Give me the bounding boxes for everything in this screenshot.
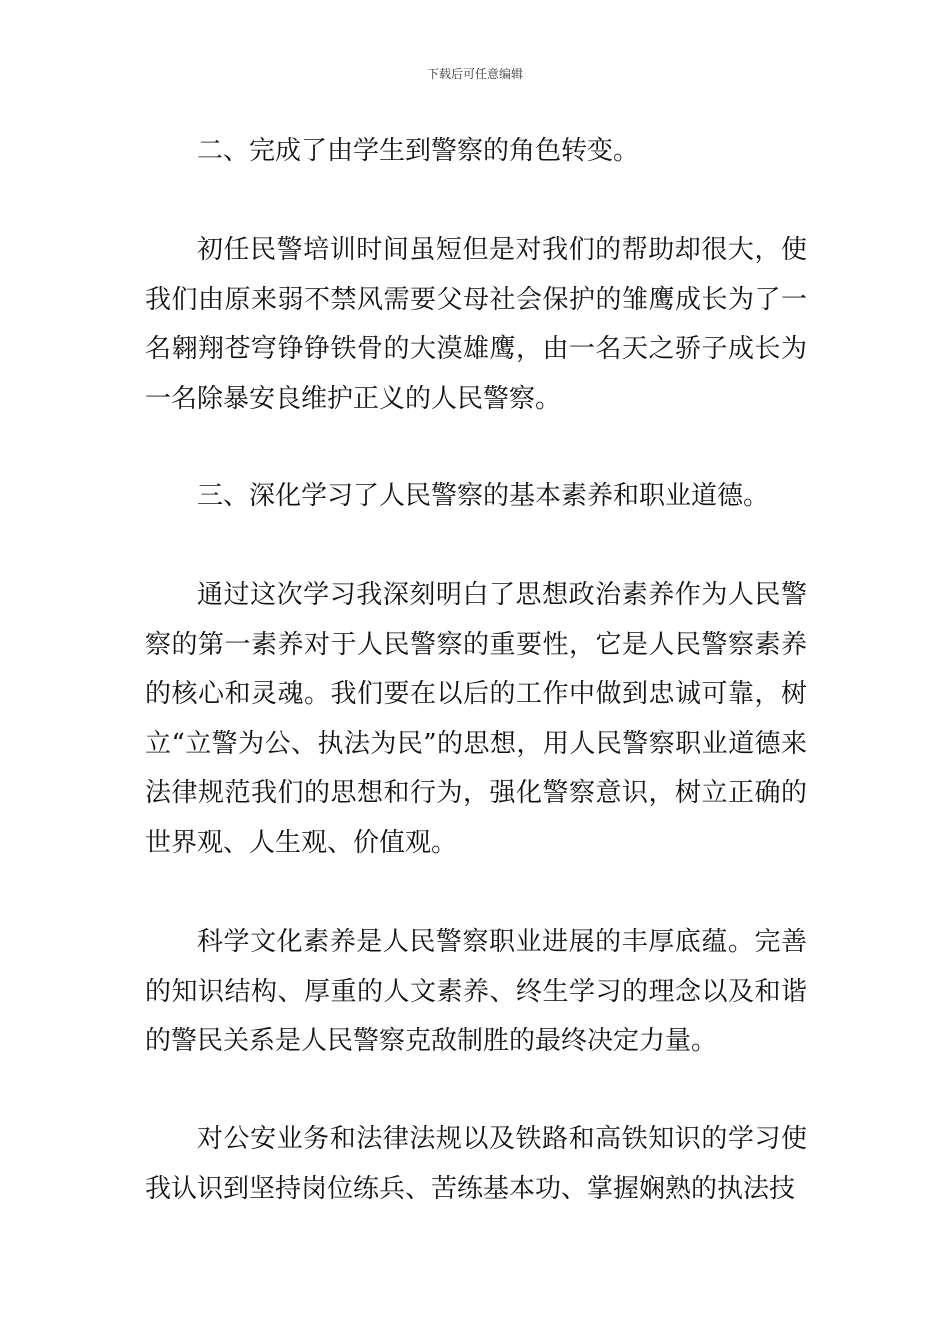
paragraph: 科学文化素养是人民警察职业进展的丰厚底蕴。完善的知识结构、厚重的人文素养、终生学习的理念以及和谐的警民关系是人民警察克敌制胜的最终决定力量。 (145, 927, 807, 1056)
paragraph: 初任民警培训时间虽短但是对我们的帮助却很大，使我们由原来弱不禁风需要父母社会保护的雏鹰成长为了一名翱翔苍穹铮铮铁骨的大漠雄鹰，由一名天之骄子成长为一名除暴安良维护正义的人民警察。 (145, 235, 807, 414)
paragraph: 通过这次学习我深刻明白了思想政治素养作为人民警察的第一素养对于人民警察的重要性，它是人民警察素养的核心和灵魂。我们要在以后的工作中做到忠诚可靠，树立“立警为公、执法为民”的思想，用人民警察职业道德来法律规范我们的思想和行为，强化警察意识，树立正确的世界观、人生观、价值观。 (145, 580, 807, 858)
page-header: 下载后可任意编辑 (426, 67, 523, 81)
paragraph-heading-2: 二、完成了由学生到警察的角色转变。 (197, 136, 640, 166)
paragraph: 对公安业务和法律法规以及铁路和高铁知识的学习使我认识到坚持岗位练兵、苦练基本功、掌握娴熟的执法技 (145, 1124, 807, 1204)
paragraph-heading-3: 三、深化学习了人民警察的基本素养和职业道德。 (197, 481, 770, 511)
